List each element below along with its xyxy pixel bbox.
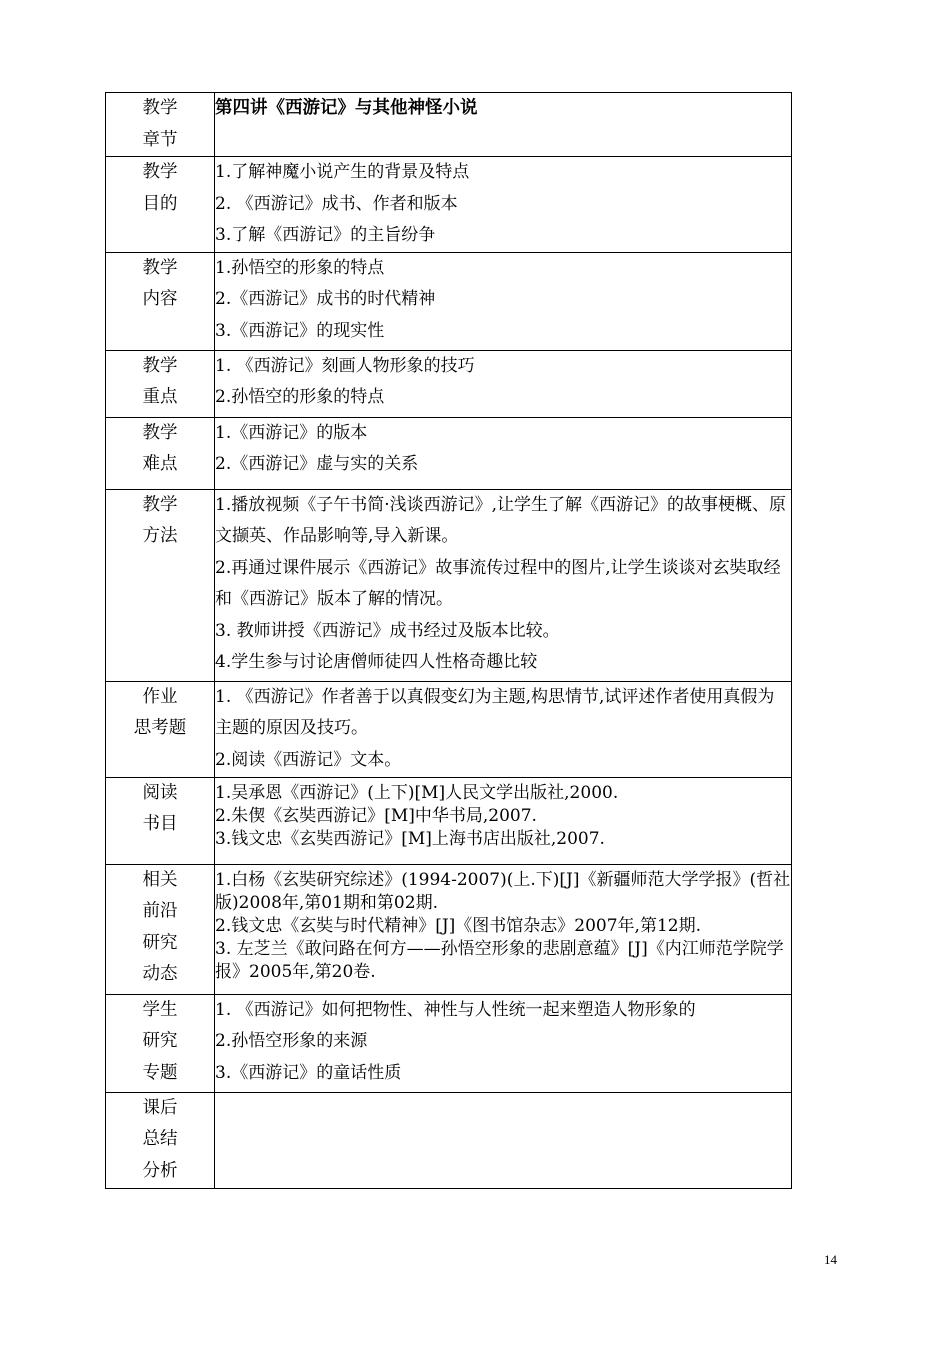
- list-item: 3.《西游记》的童话性质: [215, 1062, 402, 1083]
- label-content: [106, 252, 215, 350]
- label-line: 思考题: [133, 718, 187, 738]
- content-research: [215, 864, 792, 994]
- label-line: 总结: [142, 1129, 178, 1149]
- label-line: 教学: [142, 494, 178, 515]
- label-research: [106, 864, 215, 994]
- list-item: 1.白杨《玄奘研究综述》(1994-2007)(上.下)[J]《新疆师范大学学报》(哲社版)2008年,第01期和第02期.: [215, 869, 791, 913]
- lecture-title: 第四讲《西游记》与其他神怪小说: [215, 98, 478, 118]
- label-line: 研究: [142, 1031, 178, 1051]
- label-homework: [106, 681, 215, 777]
- list-item: 3. 左芝兰《敢问路在何方——孙悟空形象的悲剧意蕴》[J]《内江师范学院学报》2005年,第20卷.: [215, 938, 784, 982]
- label-line: 目的: [142, 193, 178, 214]
- row-reading: [106, 777, 792, 864]
- label-line: 前沿: [142, 901, 178, 921]
- label-line: 教学: [142, 98, 178, 118]
- list-item: 4.学生参与讨论唐僧师徒四人性格奇趣比较: [215, 652, 538, 672]
- row-summary: [106, 1092, 792, 1188]
- label-methods: [106, 489, 215, 681]
- list-item: 2.孙悟空的形象的特点: [215, 387, 385, 407]
- label-line: 书目: [142, 814, 178, 834]
- row-homework: [106, 681, 792, 777]
- row-content: [106, 252, 792, 350]
- label-summary: [106, 1092, 215, 1188]
- list-item: 3. 教师讲授《西游记》成书经过及版本比较。: [215, 620, 560, 641]
- list-item: 1. 《西游记》刻画人物形象的技巧: [215, 355, 475, 376]
- label-line: 相关: [142, 869, 178, 890]
- label-line: 学生: [142, 999, 178, 1020]
- label-line: 教学: [142, 422, 178, 443]
- content-chapter: [215, 93, 792, 157]
- row-difficulties: [106, 417, 792, 489]
- content-content: [215, 252, 792, 350]
- label-difficulties: [106, 417, 215, 489]
- label-line: 课后: [142, 1097, 178, 1118]
- list-item: 1.播放视频《子午书简·浅谈西游记》,让学生了解《西游记》的故事梗概、原文撷英、作品影响等,导入新课。: [215, 494, 787, 546]
- label-line: 阅读: [142, 782, 178, 803]
- content-summary: [215, 1092, 792, 1188]
- label-line: 动态: [142, 964, 178, 984]
- label-line: 教学: [142, 162, 178, 182]
- content-reading: [215, 777, 792, 864]
- list-item: 2.朱偰《玄奘西游记》[M]中华书局,2007.: [215, 805, 537, 826]
- list-item: 1.了解神魔小说产生的背景及特点: [215, 162, 470, 182]
- label-key-points: [106, 350, 215, 417]
- row-key-points: [106, 350, 792, 417]
- page-number: 14: [824, 1252, 837, 1267]
- list-item: 3.《西游记》的现实性: [215, 320, 385, 341]
- row-research: [106, 864, 792, 994]
- list-item: 1. 《西游记》如何把物性、神性与人性统一起来塑造人物形象的: [215, 999, 696, 1020]
- list-item: 3.了解《西游记》的主旨纷争: [215, 225, 436, 245]
- row-topics: [106, 994, 792, 1092]
- list-item: 2.钱文忠《玄奘与时代精神》[J]《图书馆杂志》2007年,第12期.: [215, 915, 702, 936]
- content-key-points: [215, 350, 792, 417]
- list-item: 2.阅读《西游记》文本。: [215, 749, 402, 770]
- label-line: 重点: [142, 387, 178, 407]
- label-line: 教学: [142, 355, 178, 376]
- row-chapter: [106, 93, 792, 157]
- label-line: 内容: [142, 289, 178, 309]
- label-topics: [106, 994, 215, 1092]
- list-item: 2.《西游记》成书的时代精神: [215, 289, 436, 309]
- content-methods: [215, 489, 792, 681]
- row-methods: [106, 489, 792, 681]
- list-item: 1.吴承恩《西游记》(上下)[M]人民文学出版社,2000.: [215, 782, 619, 803]
- lesson-plan-table: [105, 92, 792, 1189]
- label-line: 方法: [142, 526, 178, 546]
- row-objectives: [106, 157, 792, 253]
- list-item: 2. 《西游记》成书、作者和版本: [215, 193, 458, 214]
- content-difficulties: [215, 417, 792, 489]
- label-line: 难点: [142, 454, 178, 474]
- list-item: 1.孙悟空的形象的特点: [215, 257, 385, 278]
- label-line: 研究: [142, 932, 178, 953]
- list-item: 2.《西游记》虚与实的关系: [215, 454, 419, 474]
- content-objectives: [215, 157, 792, 253]
- list-item: 1.《西游记》的版本: [215, 422, 368, 443]
- label-line: 作业: [142, 686, 178, 707]
- list-item: 1. 《西游记》作者善于以真假变幻为主题,构思情节,试评述作者使用真假为主题的原因及技巧。: [215, 686, 775, 738]
- label-reading: [106, 777, 215, 864]
- list-item: 3.钱文忠《玄奘西游记》[M]上海书店出版社,2007.: [215, 828, 605, 849]
- label-line: 教学: [142, 257, 178, 278]
- list-item: 2.孙悟空形象的来源: [215, 1031, 368, 1051]
- label-line: 分析: [142, 1160, 178, 1181]
- label-chapter: [106, 93, 215, 157]
- label-line: 章节: [142, 129, 178, 150]
- content-homework: [215, 681, 792, 777]
- label-line: 专题: [142, 1062, 178, 1083]
- list-item: 2.再通过课件展示《西游记》故事流传过程中的图片,让学生谈谈对玄奘取经和《西游记》版本了解的情况。: [215, 557, 781, 609]
- label-objectives: [106, 157, 215, 253]
- content-topics: [215, 994, 792, 1092]
